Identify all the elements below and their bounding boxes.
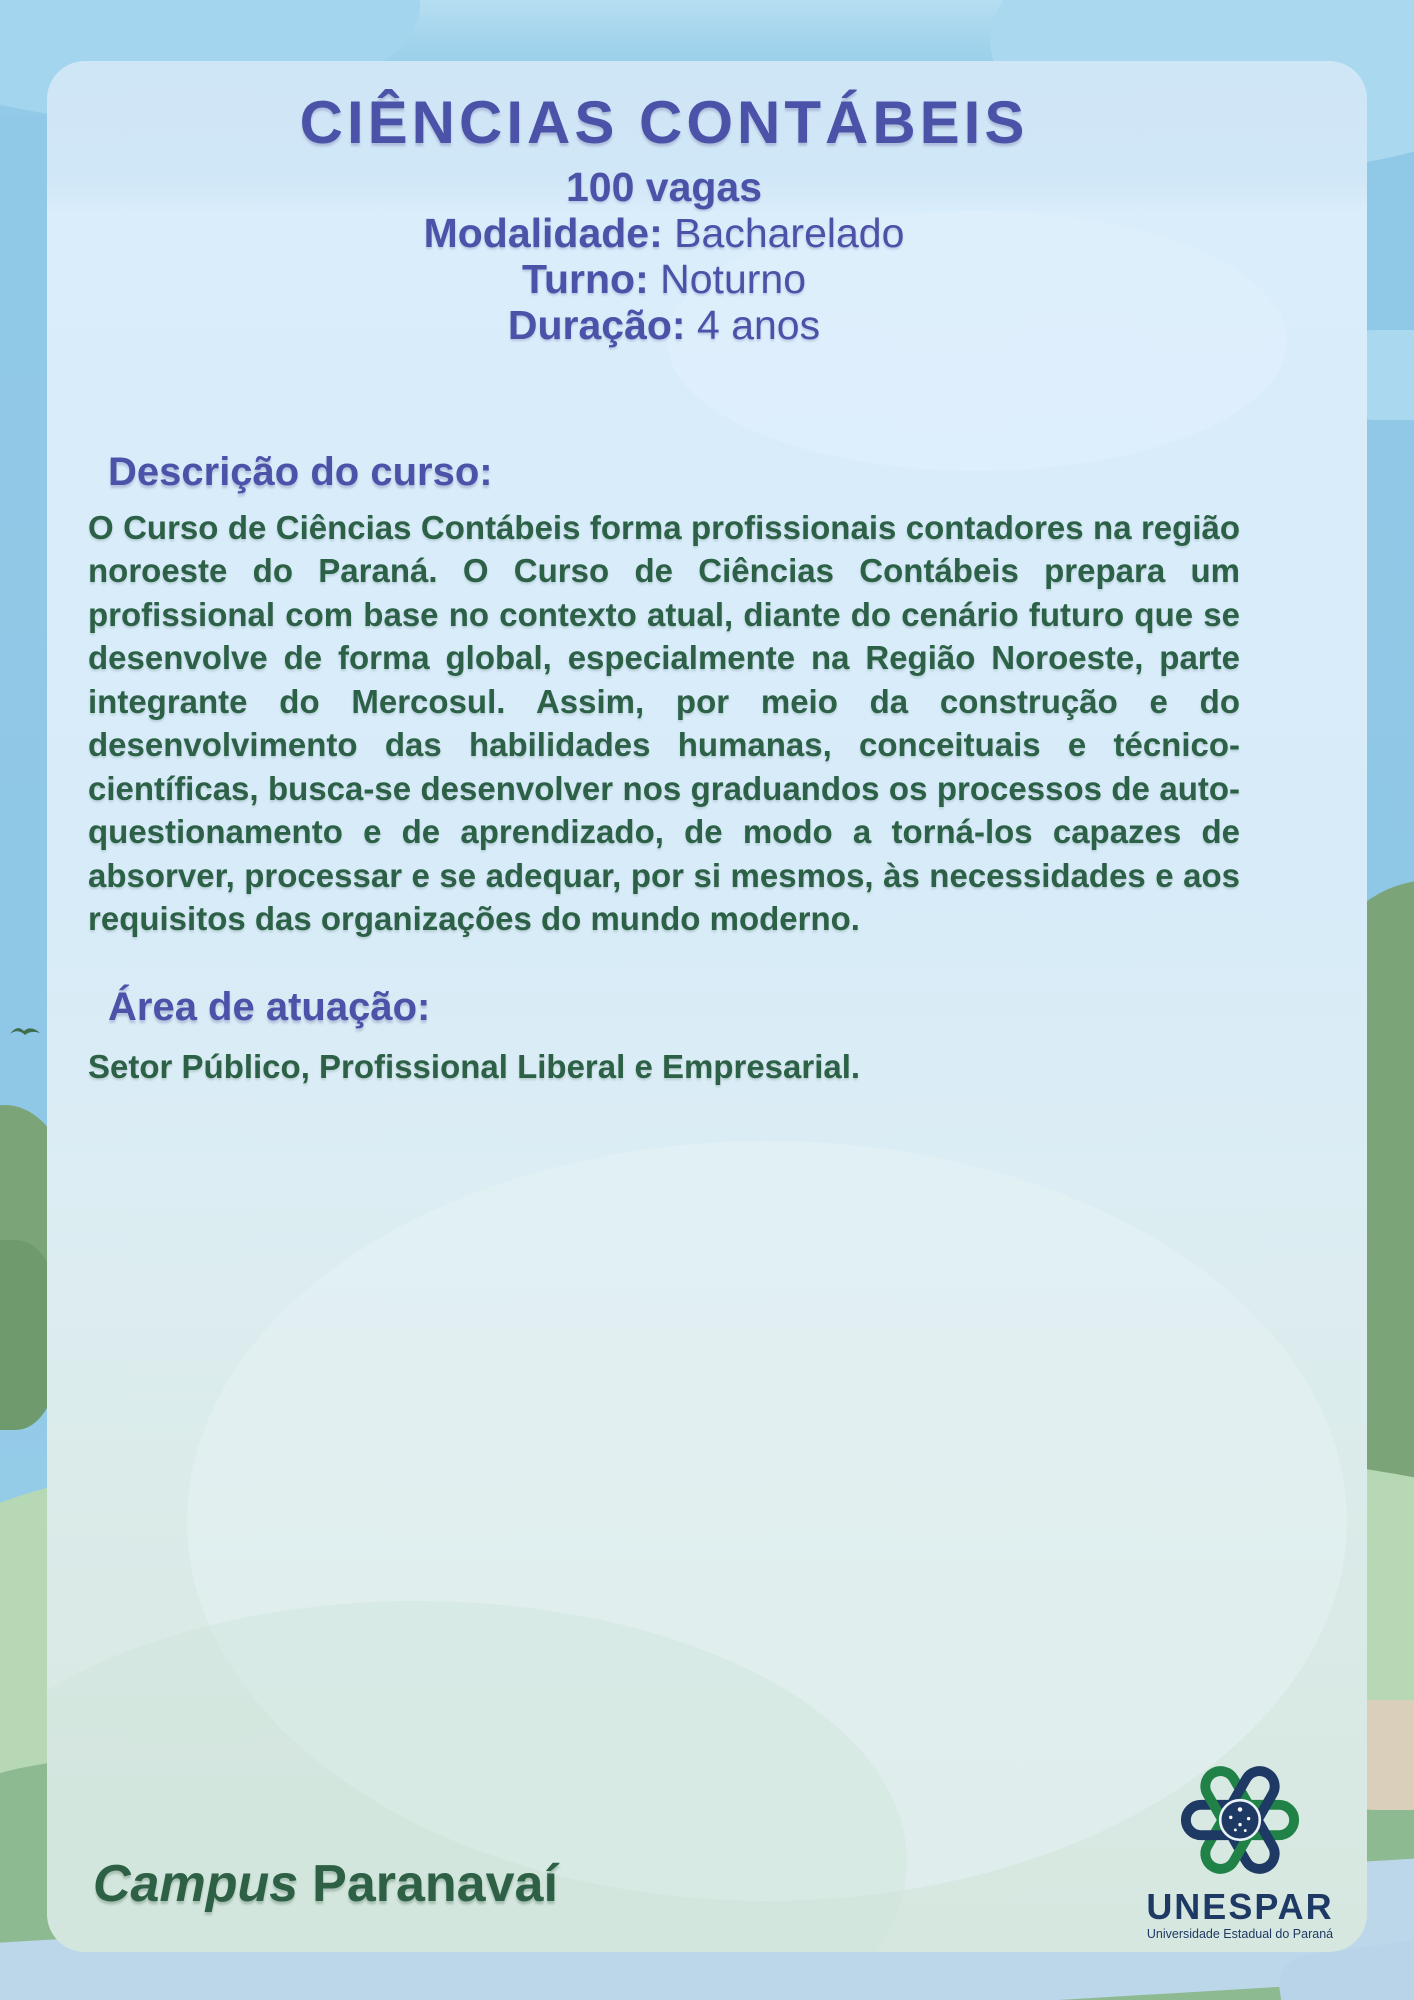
- description-body: O Curso de Ciências Contábeis forma profissionais contadores na região noroeste do Paraná. O Curso de Ciências Contábeis prepara um profissional com base no contexto atual, diante do cenário futuro que se desenvolve de forma global, especialmente na Região Noroeste, parte integrante do Mercosul. Assim, por meio da construção e do desenvolvimento das habilidades humanas, conceituais e técnico-científicas, busca-se desenvolver nos graduandos os processos de auto-questionamento e de aprendizado, de modo a torná-los capazes de absorver, processar e se adequar, por si mesmos, às necessidades e aos requisitos das organizações do mundo moderno.: [88, 508, 1240, 938]
- duration-value: 4 anos: [697, 301, 821, 348]
- shift-line: [88, 256, 1240, 302]
- course-card: [47, 61, 1367, 1952]
- bird-icon: [8, 1022, 42, 1040]
- duration-line: [88, 302, 1240, 348]
- campus-name: Paranavaí: [312, 1855, 558, 1913]
- shift-value: Noturno: [660, 255, 807, 302]
- course-title: CIÊNCIAS CONTÁBEIS: [299, 89, 1029, 156]
- modality-label: Modalidade:: [423, 209, 663, 256]
- campus-prefix: Campus: [93, 1855, 299, 1913]
- vacancies-line: 100 vagas: [565, 163, 763, 210]
- shift-label: Turno:: [521, 255, 649, 302]
- unespar-logo-tagline: Universidade Estadual do Paraná: [1146, 1926, 1334, 1941]
- unespar-logo-emblem: [1174, 1754, 1306, 1886]
- unespar-logo: [1100, 1754, 1367, 1942]
- description-heading: Descrição do curso:: [108, 449, 493, 494]
- unespar-logo-name: UNESPAR: [1146, 1886, 1334, 1927]
- area-heading: Área de atuação:: [108, 984, 431, 1029]
- duration-label: Duração:: [507, 301, 686, 348]
- area-body: Setor Público, Profissional Liberal e Empresarial.: [88, 1047, 861, 1085]
- modality-value: Bacharelado: [674, 209, 905, 256]
- course-content: [88, 61, 1240, 1089]
- campus-line: [93, 1854, 558, 1914]
- modality-line: [88, 210, 1240, 256]
